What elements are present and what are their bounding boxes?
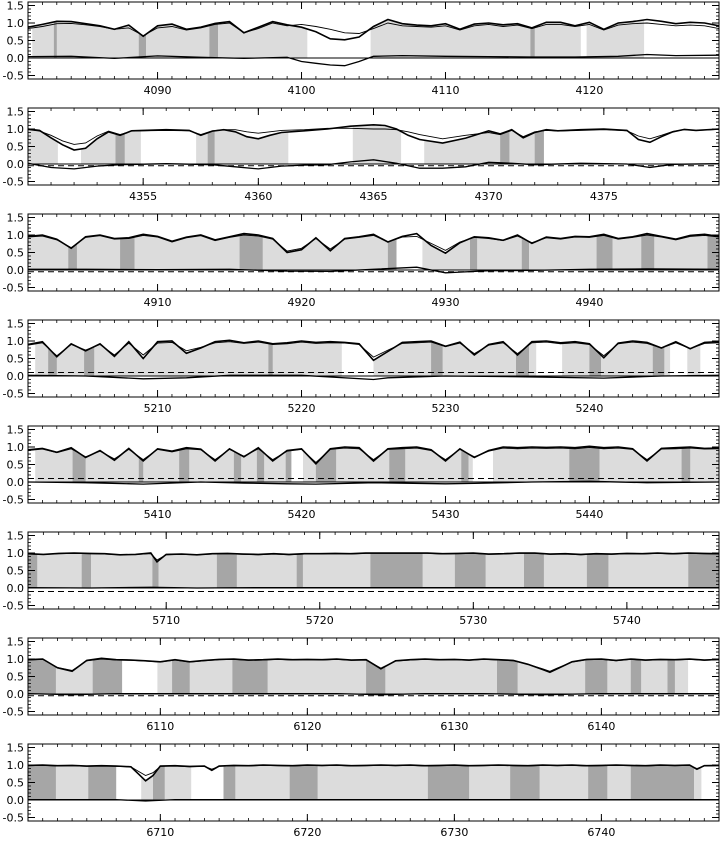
dark-mask-region (653, 345, 665, 376)
dark-mask-region (370, 553, 422, 588)
x-tick-label: 6110 (146, 720, 175, 733)
y-tick-label: 0.5 (6, 776, 24, 790)
dark-mask-region (500, 131, 509, 165)
x-tick-label: 5240 (575, 402, 604, 415)
x-tick-label: 5720 (305, 614, 334, 627)
x-tick-label: 4090 (143, 84, 172, 97)
dark-mask-region (631, 765, 694, 800)
plot-area (28, 532, 719, 609)
y-tick-label: 0.0 (6, 794, 24, 807)
y-tick-label: 1.5 (6, 105, 24, 119)
y-tick-label: 0.5 (6, 564, 24, 578)
residual-line (28, 587, 719, 588)
x-tick-label: 4940 (575, 296, 604, 309)
panel-5 (3, 424, 719, 522)
y-tick-label: 1.5 (6, 423, 24, 437)
x-tick-label: 4375 (589, 190, 618, 203)
plot-area (28, 2, 719, 79)
plot-area (28, 214, 719, 291)
x-tick-label: 5230 (431, 402, 460, 415)
x-tick-label: 4355 (129, 190, 158, 203)
dark-mask-region (290, 765, 318, 800)
dark-mask-region (587, 554, 609, 588)
y-tick-label: -0.5 (2, 599, 24, 613)
dark-mask-region (240, 234, 263, 270)
dark-mask-region (682, 447, 691, 482)
dark-mask-region (522, 238, 529, 271)
y-tick-label: 0.0 (6, 688, 24, 701)
panel-1 (3, 0, 719, 97)
y-tick-label: -0.5 (2, 811, 24, 825)
y-tick-label: -0.5 (2, 387, 24, 401)
x-tick-label: 5410 (143, 508, 172, 521)
y-tick-label: 1.0 (6, 335, 24, 348)
y-tick-label: 0.5 (6, 34, 24, 48)
dark-mask-region (569, 446, 599, 482)
dark-mask-region (530, 27, 534, 58)
y-tick-label: 0.5 (6, 246, 24, 260)
x-tick-label: 5430 (431, 508, 460, 521)
dark-mask-region (455, 553, 486, 588)
y-tick-label: 0.5 (6, 140, 24, 154)
y-tick-label: 1.0 (6, 123, 24, 136)
dark-mask-region (179, 448, 189, 482)
dark-mask-region (668, 660, 675, 695)
y-tick-label: -0.5 (2, 69, 24, 83)
x-tick-label: 5740 (612, 614, 641, 627)
dark-mask-region (388, 239, 397, 270)
dark-mask-region (389, 448, 405, 482)
x-tick-label: 5710 (152, 614, 181, 627)
y-tick-label: 0.0 (6, 52, 24, 65)
dark-mask-region (597, 234, 613, 270)
dark-mask-region (116, 134, 125, 165)
panel-2 (3, 106, 719, 204)
dark-mask-region (461, 450, 468, 482)
y-tick-label: 0.0 (6, 264, 24, 277)
dark-mask-region (631, 659, 641, 694)
plot-area (28, 108, 719, 185)
x-tick-label: 5730 (459, 614, 488, 627)
dark-mask-region (209, 23, 218, 58)
y-tick-label: 0.0 (6, 370, 24, 383)
dark-mask-region (234, 451, 241, 482)
panel-6 (3, 530, 719, 628)
y-tick-label: 0.5 (6, 670, 24, 684)
dark-mask-region (286, 450, 292, 482)
y-tick-label: -0.5 (2, 281, 24, 295)
y-tick-label: -0.5 (2, 493, 24, 507)
y-tick-label: 1.0 (6, 547, 24, 560)
dark-mask-region (588, 765, 607, 800)
x-tick-label: 6730 (440, 826, 469, 839)
x-tick-label: 6130 (440, 720, 469, 733)
y-tick-label: 1.5 (6, 529, 24, 543)
x-tick-label: 4920 (287, 296, 316, 309)
x-tick-label: 6720 (293, 826, 322, 839)
dark-mask-region (208, 131, 215, 164)
x-tick-label: 6120 (293, 720, 322, 733)
y-tick-label: 0.5 (6, 458, 24, 472)
x-tick-label: 4370 (474, 190, 503, 203)
x-tick-label: 4365 (359, 190, 388, 203)
x-tick-label: 5220 (287, 402, 316, 415)
y-tick-label: 1.0 (6, 441, 24, 454)
y-tick-label: 1.0 (6, 17, 24, 30)
x-tick-label: 5210 (143, 402, 172, 415)
dark-mask-region (535, 130, 544, 164)
dark-mask-region (524, 553, 544, 588)
y-tick-label: -0.5 (2, 705, 24, 719)
y-tick-label: 1.5 (6, 0, 24, 13)
plot-area (28, 744, 719, 821)
dark-mask-region (232, 659, 267, 694)
y-tick-label: 0.0 (6, 476, 24, 489)
dark-mask-region (217, 553, 237, 588)
plot-area (28, 426, 719, 503)
y-tick-label: 1.5 (6, 317, 24, 331)
dark-mask-region (172, 660, 190, 694)
dark-mask-region (224, 765, 236, 800)
dark-mask-region (82, 553, 91, 588)
dark-mask-region (54, 21, 57, 58)
plot-area (28, 638, 719, 715)
x-tick-label: 6140 (587, 720, 616, 733)
x-tick-label: 4110 (431, 84, 460, 97)
y-tick-label: 0.0 (6, 582, 24, 595)
x-tick-label: 5420 (287, 508, 316, 521)
x-tick-label: 6740 (587, 826, 616, 839)
dark-mask-region (510, 765, 539, 800)
dark-mask-region (641, 234, 654, 270)
y-tick-label: 1.0 (6, 229, 24, 242)
dark-mask-region (88, 766, 116, 800)
y-tick-label: -0.5 (2, 175, 24, 189)
y-tick-label: 0.0 (6, 158, 24, 171)
dark-mask-region (268, 343, 272, 376)
x-tick-label: 4910 (143, 296, 172, 309)
y-tick-label: 1.5 (6, 741, 24, 755)
dark-mask-region (470, 237, 477, 270)
panel-3 (3, 212, 719, 310)
x-tick-label: 4100 (287, 84, 316, 97)
panel-7 (3, 636, 719, 734)
x-tick-label: 4360 (244, 190, 273, 203)
panel-4 (3, 318, 719, 416)
dark-mask-region (428, 765, 469, 800)
dark-mask-region (93, 658, 122, 694)
y-tick-label: 1.0 (6, 653, 24, 666)
dark-mask-region (297, 554, 303, 588)
plot-area (28, 320, 719, 397)
y-tick-label: 1.0 (6, 759, 24, 772)
x-tick-label: 5440 (575, 508, 604, 521)
x-tick-label: 4120 (575, 84, 604, 97)
x-tick-label: 4930 (431, 296, 460, 309)
dark-mask-region (120, 236, 134, 270)
dark-mask-region (497, 660, 518, 694)
y-tick-label: 0.5 (6, 352, 24, 366)
x-tick-label: 6710 (146, 826, 175, 839)
y-tick-label: 1.5 (6, 635, 24, 649)
dark-mask-region (431, 341, 443, 376)
dark-mask-region (585, 659, 607, 694)
y-tick-label: 1.5 (6, 211, 24, 225)
light-mask-region (353, 125, 401, 164)
panel-8 (3, 742, 719, 840)
